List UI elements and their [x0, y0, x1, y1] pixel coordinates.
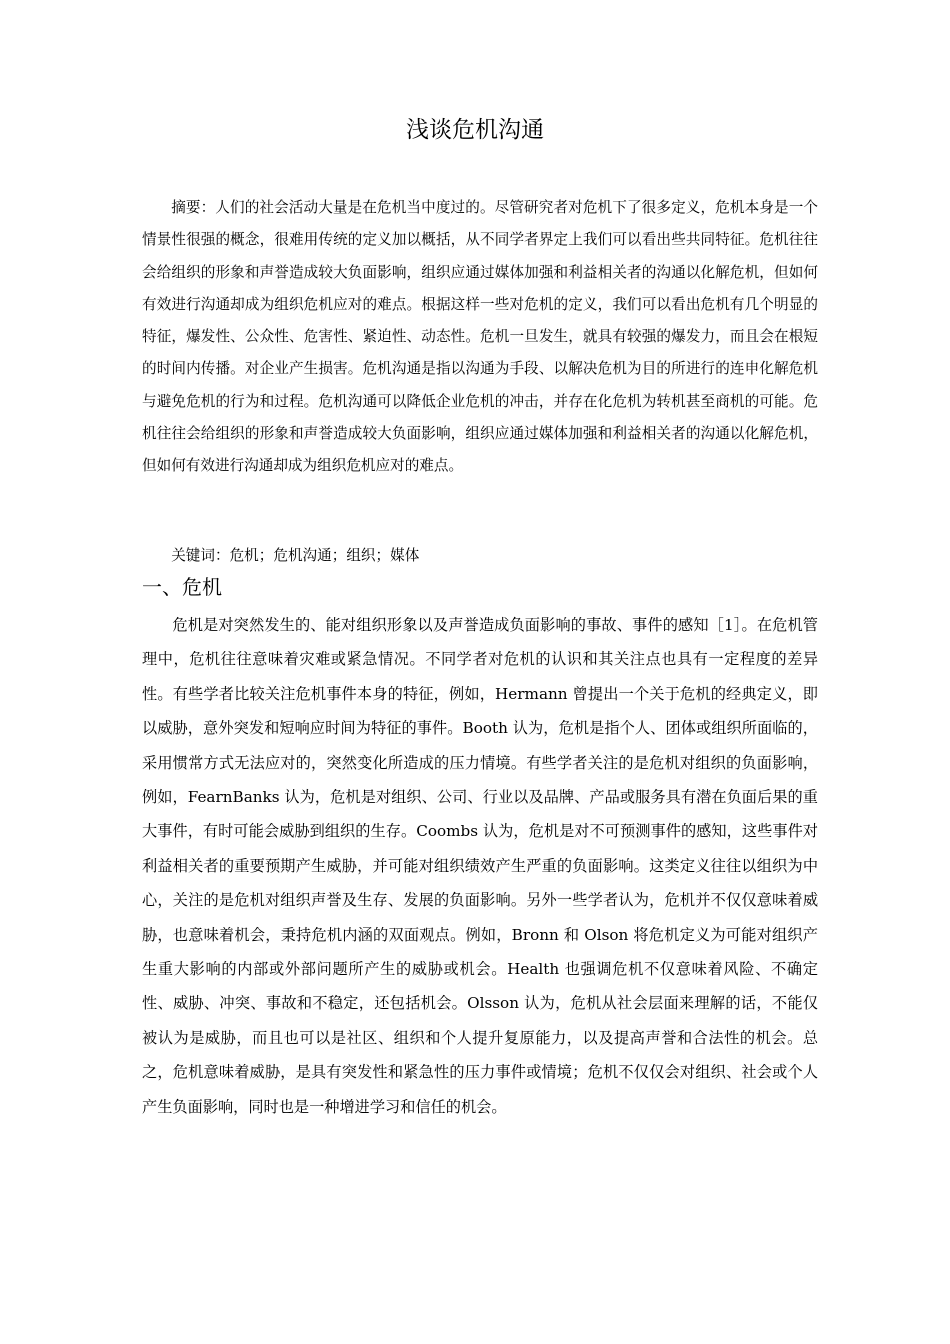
document-title: 浅谈危机沟通: [406, 117, 544, 143]
keywords-line: 关键词：危机；危机沟通；组织；媒体: [171, 547, 420, 564]
section-heading: 一、危机: [142, 575, 222, 599]
abstract-paragraph: 摘要：人们的社会活动大量是在危机当中度过的。尽管研究者对危机下了很多定义，危机本身是一个情景性很强的概念，很难用传统的定义加以概括，从不同学者界定上我们可以看出些共同特征。危机往往会给组织的形象和声誉造成较大负面影响，组织应通过媒体加强和利益相关者的沟通以化解危机，但如何有效进行沟通却成为组织危机应对的难点。根据这样一些对危机的定义，我们可以看出危机有几个明显的特征，爆发性、公众性、危害性、紧迫性、动态性。危机一旦发生，就具有较强的爆发力，而且会在根短的时间内传播。对企业产生损害。危机沟通是指以沟通为手段、以解决危机为目的所进行的连申化解危机与避免危机的行为和过程。危机沟通可以降低企业危机的冲击，并存在化危机为转机甚至商机的可能。危机往往会给组织的形象和声誉造成较大负面影响，组织应通过媒体加强和利益相关者的沟通以化解危机，但如何有效进行沟通却成为组织危机应对的难点。: [142, 199, 818, 475]
section-body-paragraph: 危机是对突然发生的、能对组织形象以及声誉造成负面影响的事故、事件的感知［1］。在危机管理中，危机往往意味着灾难或紧急情况。不同学者对危机的认识和其关注点也具有一定程度的差异性。有些学者比较关注危机事件本身的特征，例如，Hermann 曾提出一个关于危机的经典定义，即以威胁，意外突发和短响应时间为特征的事件。Booth 认为，危机是指个人、团体或组织所面临的，采用惯常方式无法应对的，突然变化所造成的压力情境。有些学者关注的是危机对组织的负面影响，例如，FearnBanks 认为，危机是对组织、公司、行业以及品牌、产品或服务具有潜在负面后果的重大事件，有时可能会威胁到组织的生存。Coombs 认为，危机是对不可预测事件的感知，这些事件对利益相关者的重要预期产生威胁，并可能对组织绩效产生严重的负面影响。这类定义往往以组织为中心，关注的是危机对组织声誉及生存、发展的负面影响。另外一些学者认为，危机并不仅仅意味着威胁，也意味着机会，秉持危机内涵的双面观点。例如，Bronn 和 Olson 将危机定义为可能对组织产生重大影响的内部或外部问题所产生的威胁或机会。Health 也强调危机不仅意味着风险、不确定性、威胁、冲突、事故和不稳定，还包括机会。Olsson 认为，危机从社会层面来理解的话，不能仅被认为是威胁，而且也可以是社区、组织和个人提升复原能力，以及提高声誉和合法性的机会。总之，危机意味着威胁，是具有突发性和紧急性的压力事件或情境；危机不仅仅会对组织、社会或个人产生负面影响，同时也是一种增进学习和信任的机会。: [142, 616, 818, 1116]
